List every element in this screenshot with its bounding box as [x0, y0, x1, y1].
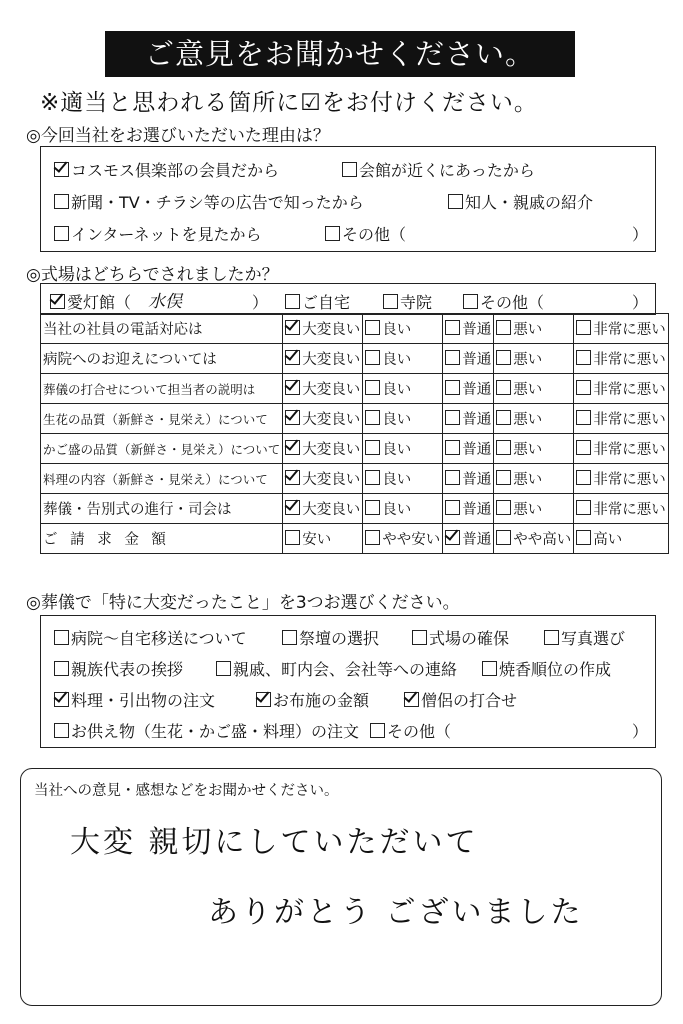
q3-option-5[interactable]: 親戚、町内会、会社等への連絡 — [216, 657, 457, 680]
checkbox-icon[interactable] — [365, 530, 380, 545]
checkbox-icon[interactable] — [325, 226, 340, 241]
row-label: 生花の品質（新鮮さ・見栄え）について — [41, 404, 283, 434]
rating-cell[interactable]: 悪い — [494, 434, 574, 464]
checkbox-icon[interactable] — [285, 410, 300, 425]
checkbox-icon[interactable] — [576, 500, 591, 515]
rating-row — [41, 464, 669, 494]
row-label: 葬儀・告別式の進行・司会は — [41, 494, 283, 524]
checkbox-icon[interactable] — [365, 470, 380, 485]
checkbox-icon[interactable] — [54, 162, 69, 177]
rating-cell[interactable]: 非常に悪い — [574, 494, 669, 524]
rating-cell[interactable]: 大変良い — [283, 404, 363, 434]
checkbox-icon[interactable] — [365, 350, 380, 365]
q3-close-paren: ） — [632, 722, 649, 741]
checkbox-icon[interactable] — [365, 440, 380, 455]
q1-heading: ◎今回当社をお選びいただいた理由は？ — [26, 126, 330, 146]
q1-option-0[interactable]: コスモス倶楽部の会員だから — [54, 158, 279, 181]
checkbox-icon[interactable] — [445, 440, 460, 455]
q2-venue-1[interactable]: ご自宅 — [285, 290, 350, 313]
rating-cell[interactable]: 悪い — [494, 344, 574, 374]
comments-label: 当社への意見・感想などをお聞かせください。 — [34, 783, 339, 799]
q1-option-2[interactable]: 新聞・TV・チラシ等の広告で知ったから — [54, 190, 364, 213]
checkbox-icon[interactable] — [496, 410, 511, 425]
rating-cell[interactable]: 良い — [363, 404, 443, 434]
rating-cell[interactable]: 普通 — [443, 344, 494, 374]
checkbox-icon[interactable] — [496, 380, 511, 395]
checkbox-icon[interactable] — [54, 194, 69, 209]
rating-cell[interactable]: 悪い — [494, 404, 574, 434]
rating-row — [41, 374, 669, 404]
rating-cell[interactable]: 悪い — [494, 464, 574, 494]
checkbox-icon[interactable] — [445, 470, 460, 485]
q1-option-4[interactable]: インターネットを見たから — [54, 222, 262, 245]
rating-cell[interactable]: 非常に悪い — [574, 374, 669, 404]
rating-cell[interactable]: 良い — [363, 464, 443, 494]
q3-option-8[interactable]: お布施の金額 — [256, 688, 369, 711]
price-cell[interactable]: 普通 — [443, 524, 494, 554]
rating-cell[interactable]: 悪い — [494, 494, 574, 524]
checkbox-icon[interactable] — [482, 661, 497, 676]
rating-cell[interactable]: 良い — [363, 374, 443, 404]
rating-cell[interactable]: 普通 — [443, 314, 494, 344]
checkbox-icon[interactable] — [445, 530, 460, 545]
rating-cell[interactable]: 普通 — [443, 404, 494, 434]
rating-row — [41, 434, 669, 464]
checkbox-icon[interactable] — [496, 500, 511, 515]
checkbox-icon[interactable] — [50, 294, 65, 309]
checkbox-icon[interactable] — [576, 410, 591, 425]
price-cell[interactable]: やや安い — [363, 524, 443, 554]
q3-option-10[interactable]: お供え物（生花・かご盛・料理）の注文 — [54, 719, 359, 742]
rating-cell[interactable]: 大変良い — [283, 464, 363, 494]
row-label: 葬儀の打合せについて担当者の説明は — [41, 374, 283, 404]
checkbox-icon[interactable] — [445, 500, 460, 515]
other-close-paren: ） — [632, 293, 649, 312]
rating-cell[interactable]: 普通 — [443, 434, 494, 464]
comment-line-1: 大変 親切にしていただいて — [70, 825, 479, 860]
q3-option-6[interactable]: 焼香順位の作成 — [482, 657, 611, 680]
checkbox-icon[interactable] — [445, 320, 460, 335]
checkbox-icon[interactable] — [54, 692, 69, 707]
checkbox-icon[interactable] — [445, 410, 460, 425]
rating-cell[interactable]: 悪い — [494, 314, 574, 344]
checkbox-icon[interactable] — [282, 630, 297, 645]
checkbox-icon[interactable] — [445, 350, 460, 365]
rating-cell[interactable]: 良い — [363, 314, 443, 344]
q3-option-4[interactable]: 親族代表の挨拶 — [54, 657, 183, 680]
rating-cell[interactable]: 悪い — [494, 374, 574, 404]
checkbox-icon[interactable] — [576, 380, 591, 395]
checkbox-icon[interactable] — [54, 630, 69, 645]
page-title: ご意見をお聞かせください。 — [105, 31, 575, 77]
checkbox-icon[interactable] — [285, 440, 300, 455]
checkbox-icon[interactable] — [544, 630, 559, 645]
rating-cell[interactable]: 良い — [363, 344, 443, 374]
checkbox-icon[interactable] — [404, 692, 419, 707]
q3-heading: ◎葬儀で「特に大変だったこと」を3つお選びください。 — [26, 593, 460, 613]
checkbox-icon[interactable] — [365, 380, 380, 395]
checkbox-icon[interactable] — [216, 661, 231, 676]
checkbox-icon[interactable] — [496, 530, 511, 545]
rating-cell[interactable]: 良い — [363, 494, 443, 524]
checkbox-icon[interactable] — [496, 470, 511, 485]
rating-cell[interactable]: 大変良い — [283, 434, 363, 464]
q3-option-0[interactable]: 病院～自宅移送について — [54, 626, 247, 649]
rating-cell[interactable]: 大変良い — [283, 314, 363, 344]
rating-cell[interactable]: 普通 — [443, 464, 494, 494]
instruction-text: ※適当と思われる箇所に☑をお付けください。 — [40, 90, 538, 116]
checkbox-icon[interactable] — [496, 320, 511, 335]
row-label: ご 請 求 金 額 — [41, 524, 283, 554]
checkbox-icon[interactable] — [576, 350, 591, 365]
venue-handwritten: 水俣 — [148, 292, 182, 312]
q3-option-1[interactable]: 祭壇の選択 — [282, 626, 379, 649]
checkbox-icon[interactable] — [463, 294, 478, 309]
checkbox-icon[interactable] — [496, 440, 511, 455]
price-cell[interactable]: 高い — [574, 524, 669, 554]
checkbox-icon[interactable] — [285, 350, 300, 365]
checkbox-icon[interactable] — [383, 294, 398, 309]
rating-cell[interactable]: 大変良い — [283, 494, 363, 524]
q2-venue-2[interactable]: 寺院 — [383, 290, 432, 313]
rating-cell[interactable]: 非常に悪い — [574, 314, 669, 344]
checkbox-icon[interactable] — [496, 350, 511, 365]
checkbox-icon[interactable] — [576, 470, 591, 485]
checkbox-icon[interactable] — [412, 630, 427, 645]
rating-row — [41, 314, 669, 344]
q2-venue-0[interactable]: 愛灯館（ — [50, 290, 131, 313]
checkbox-icon[interactable] — [365, 410, 380, 425]
checkbox-icon[interactable] — [54, 661, 69, 676]
q3-option-7[interactable]: 料理・引出物の注文 — [54, 688, 215, 711]
checkbox-icon[interactable] — [342, 162, 357, 177]
checkbox-icon[interactable] — [54, 226, 69, 241]
checkbox-icon[interactable] — [54, 723, 69, 738]
checkbox-icon[interactable] — [576, 440, 591, 455]
q3-option-11[interactable]: その他（ — [370, 719, 451, 742]
price-row — [41, 524, 669, 554]
price-cell[interactable]: やや高い — [494, 524, 574, 554]
row-label: 料理の内容（新鮮さ・見栄え）について — [41, 464, 283, 494]
checkbox-icon[interactable] — [445, 380, 460, 395]
checkbox-icon[interactable] — [285, 320, 300, 335]
checkbox-icon[interactable] — [576, 320, 591, 335]
rating-row — [41, 494, 669, 524]
rating-cell[interactable]: 普通 — [443, 374, 494, 404]
rating-cell[interactable]: 非常に悪い — [574, 404, 669, 434]
checkbox-icon[interactable] — [365, 320, 380, 335]
rating-cell[interactable]: 良い — [363, 434, 443, 464]
q1-option-5[interactable]: その他（ — [325, 222, 406, 245]
rating-table — [40, 313, 669, 554]
checkbox-icon[interactable] — [370, 723, 385, 738]
rating-cell[interactable]: 非常に悪い — [574, 344, 669, 374]
rating-cell[interactable]: 大変良い — [283, 344, 363, 374]
q1-option-3[interactable]: 知人・親戚の紹介 — [448, 190, 593, 213]
row-label: 病院へのお迎えについては — [41, 344, 283, 374]
price-cell[interactable]: 安い — [283, 524, 363, 554]
checkbox-icon[interactable] — [285, 294, 300, 309]
rating-cell[interactable]: 普通 — [443, 494, 494, 524]
rating-cell[interactable]: 大変良い — [283, 374, 363, 404]
checkbox-icon[interactable] — [285, 500, 300, 515]
comment-line-2: ありがとう ございました — [208, 895, 584, 930]
row-label: 当社の社員の電話対応は — [41, 314, 283, 344]
q2-heading: ◎式場はどちらでされましたか？ — [26, 265, 279, 285]
checkbox-icon[interactable] — [576, 530, 591, 545]
rating-cell[interactable]: 非常に悪い — [574, 434, 669, 464]
q2-venue-3[interactable]: その他（ — [463, 290, 544, 313]
checkbox-icon[interactable] — [448, 194, 463, 209]
checkbox-icon[interactable] — [365, 500, 380, 515]
q1-close-paren: ） — [632, 225, 649, 244]
venue-close-paren: ） — [252, 293, 269, 312]
rating-row — [41, 344, 669, 374]
checkbox-icon[interactable] — [285, 530, 300, 545]
row-label: かご盛の品質（新鮮さ・見栄え）について — [41, 434, 283, 464]
checkbox-icon[interactable] — [285, 470, 300, 485]
rating-cell[interactable]: 非常に悪い — [574, 464, 669, 494]
q1-option-1[interactable]: 会館が近くにあったから — [342, 158, 535, 181]
q3-option-9[interactable]: 僧侶の打合せ — [404, 688, 517, 711]
q3-option-2[interactable]: 式場の確保 — [412, 626, 509, 649]
q3-option-3[interactable]: 写真選び — [544, 626, 625, 649]
checkbox-icon[interactable] — [285, 380, 300, 395]
rating-row — [41, 404, 669, 434]
checkbox-icon[interactable] — [256, 692, 271, 707]
